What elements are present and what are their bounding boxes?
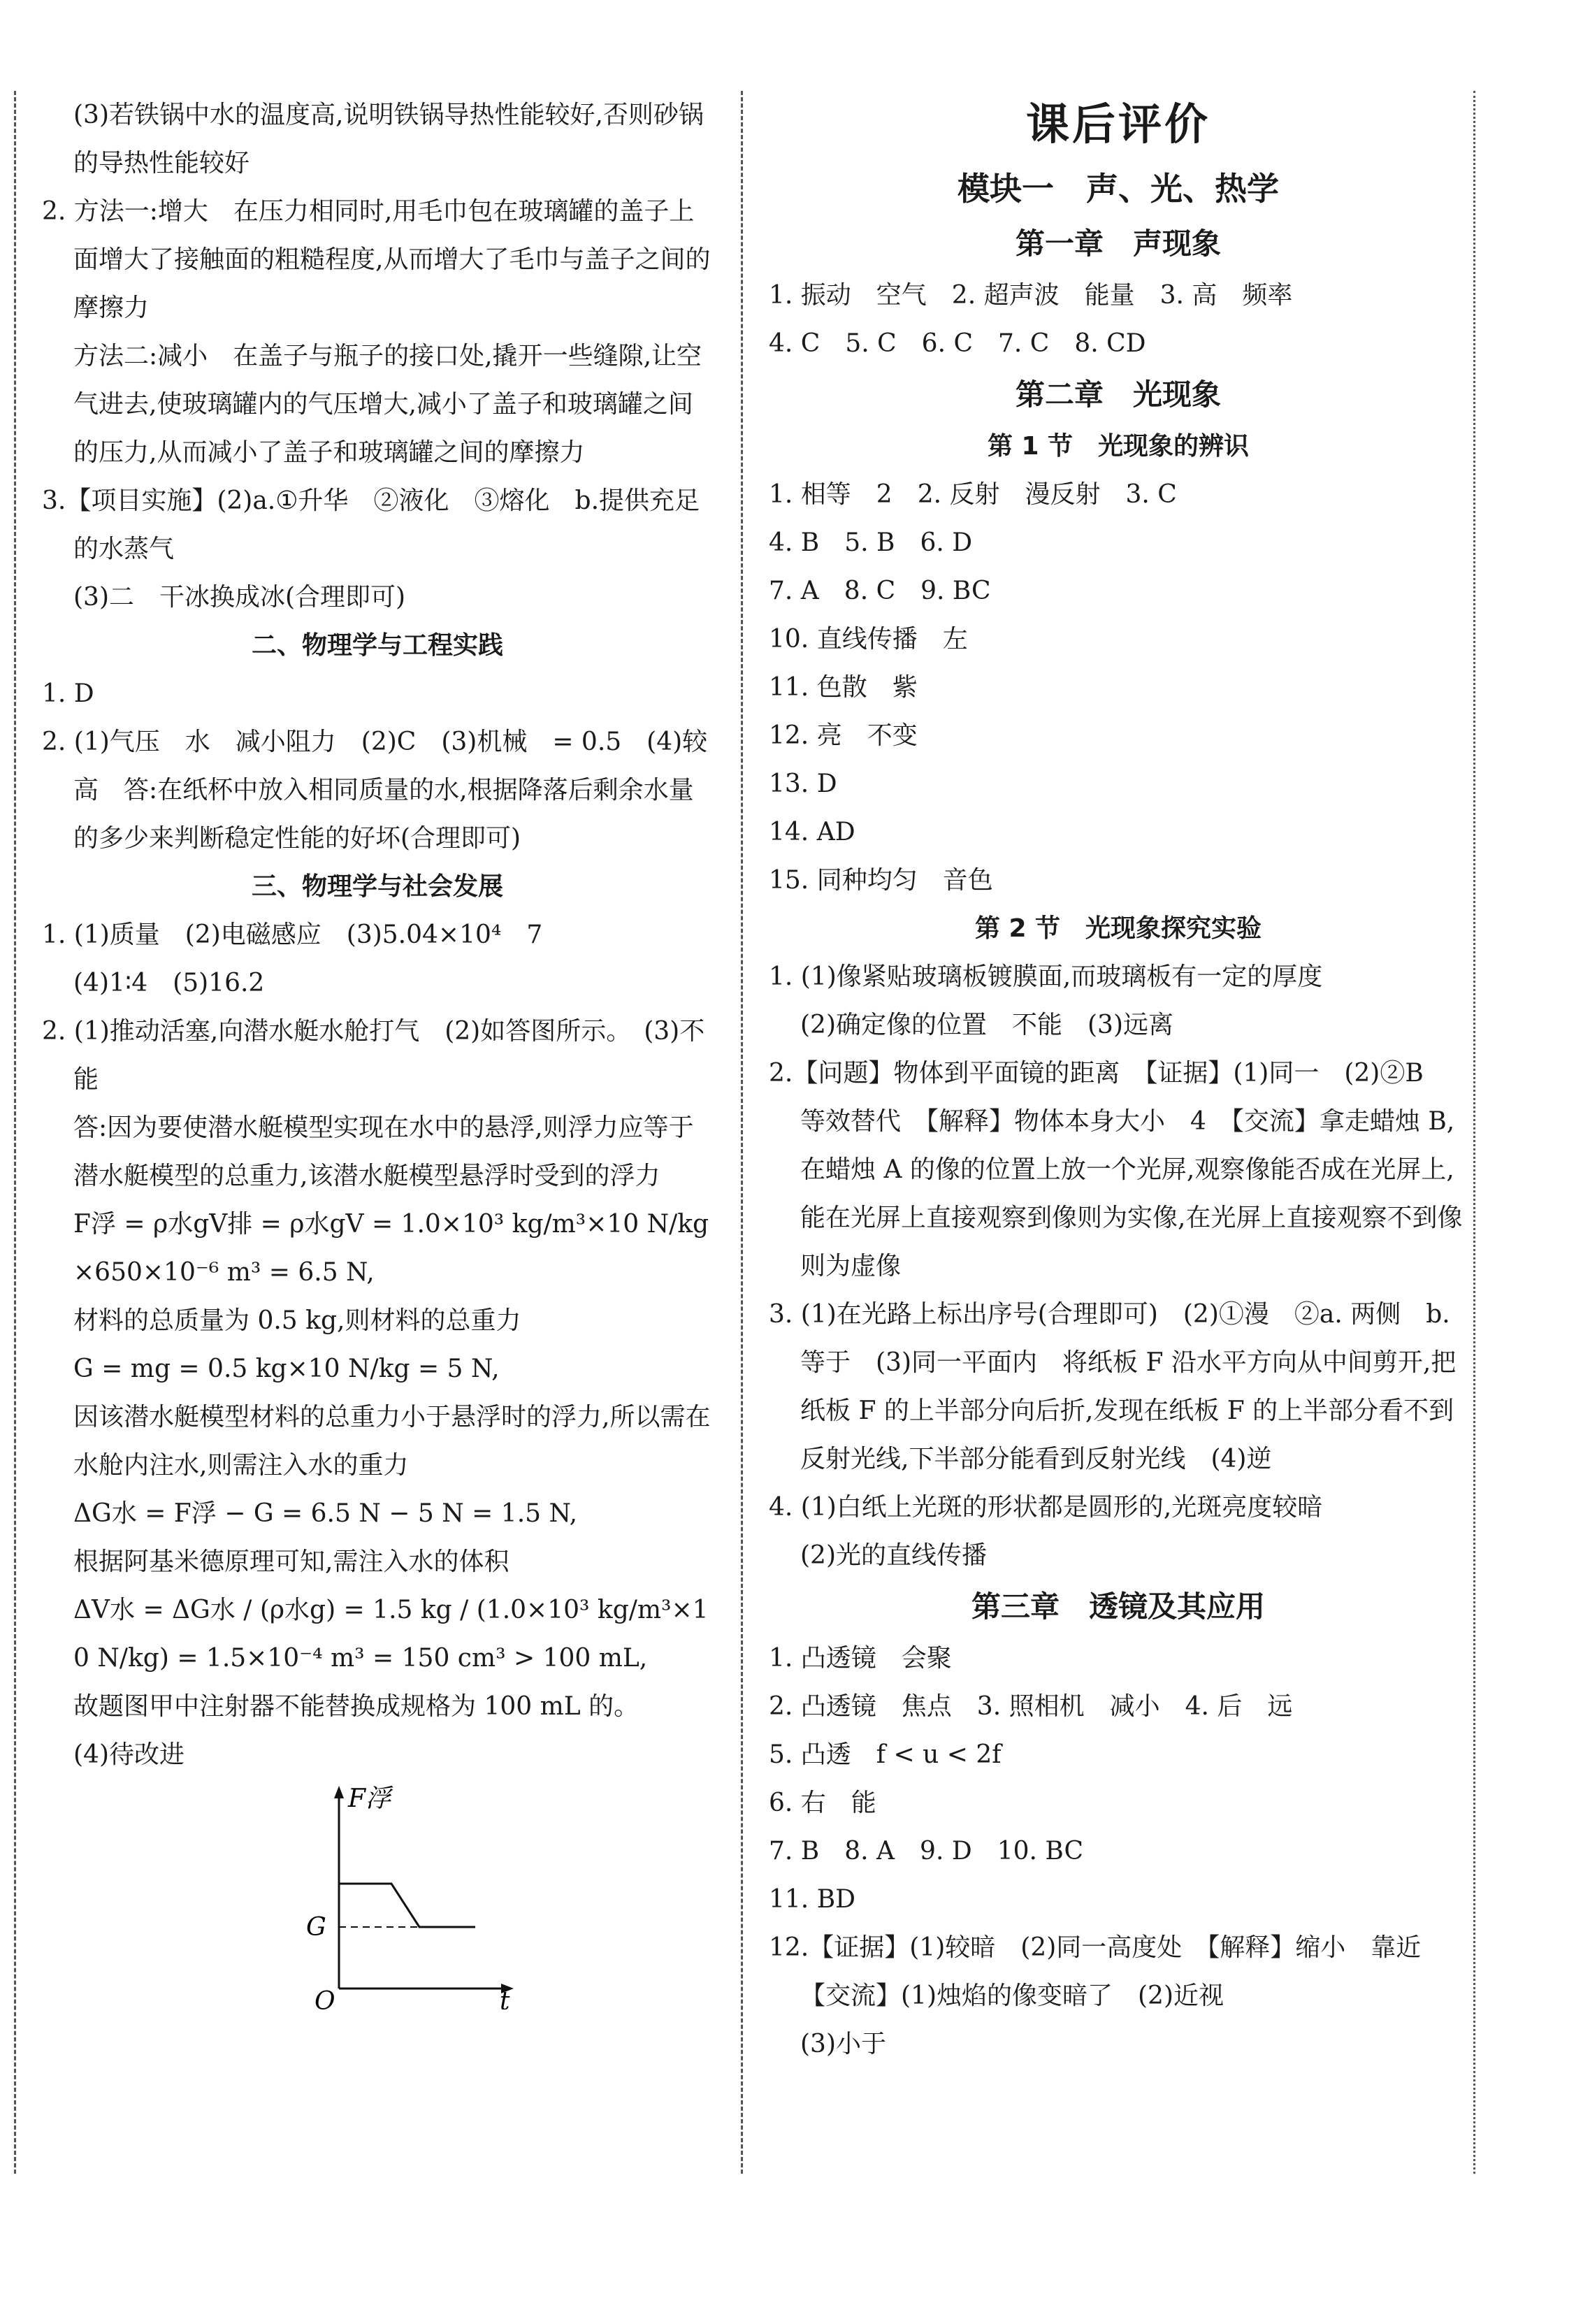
answer-line: 7. A 8. C 9. BC <box>769 577 991 605</box>
section-title: 三、物理学与社会发展 <box>251 872 503 901</box>
answer-line: (2)光的直线传播 <box>800 1541 987 1570</box>
module-title: 模块一 声、光、热学 <box>957 170 1279 208</box>
answer-line: 4. C 5. C 6. C 7. C 8. CD <box>769 329 1146 358</box>
buoyancy-time-graph <box>42 1779 713 2009</box>
chapter-title: 第三章 透镜及其应用 <box>971 1589 1265 1624</box>
y-axis-label: F浮 <box>348 1784 391 1813</box>
answer-line: 1. (1)像紧贴玻璃板镀膜面,而玻璃板有一定的厚度 <box>769 962 1323 991</box>
answer-line: 1. 凸透镜 会聚 <box>769 1644 952 1673</box>
formula-line: G = mg = 0.5 kg×10 N/kg = 5 N, <box>73 1355 500 1383</box>
chapter-title: 第一章 声现象 <box>1015 226 1221 261</box>
answer-line: 2. 凸透镜 焦点 3. 照相机 减小 4. 后 远 <box>769 1692 1293 1721</box>
answer-line: 12. 亮 不变 <box>769 721 918 750</box>
chapter-title: 第二章 光现象 <box>1015 377 1221 412</box>
left-margin-rule <box>14 91 16 2174</box>
answer-line: 13. D <box>769 770 837 798</box>
answer-line: 6. 右 能 <box>769 1789 876 1817</box>
answer-line: (3)二 干冰换成冰(合理即可) <box>73 583 406 612</box>
answer-line: 10. 直线传播 左 <box>769 625 968 654</box>
answer-line: (2)确定像的位置 不能 (3)远离 <box>800 1011 1173 1039</box>
formula-line: F浮 = ρ水gV排 = ρ水gV = 1.0×10³ kg/m³×10 N/kg×650×10⁻⁶ m³ = 6.5 N, <box>73 1210 709 1287</box>
answer-line: 因该潜水艇模型材料的总重力小于悬浮时的浮力,所以需在水舱内注水,则需注入水的重力 <box>73 1403 711 1480</box>
answer-line: 15. 同种均匀 音色 <box>769 866 993 895</box>
formula-line: ΔG水 = F浮 − G = 6.5 N − 5 N = 1.5 N, <box>73 1499 578 1528</box>
answer-line: 3. (1)在光路上标出序号(合理即可) (2)①漫 ②a. 两侧 b. 等于 (3)同一平面内 将纸板 F 沿水平方向从中间剪开,把纸板 F 的上半部分向后折,发现在纸板 F 的上半部分看不到反射光线,下半部分能看到反射光线 (4)逆 <box>769 1300 1457 1473</box>
answer-line: 3.【项目实施】(2)a.①升华 ②液化 ③熔化 b.提供充足的水蒸气 <box>42 486 700 563</box>
origin-label: O <box>315 1987 335 2009</box>
answer-line: 故题图甲中注射器不能替换成规格为 100 mL 的。 <box>73 1692 639 1721</box>
page-title: 课后评价 <box>1025 99 1210 150</box>
section-title: 第 2 节 光现象探究实验 <box>974 914 1262 943</box>
answer-line: 1. 相等 2 2. 反射 漫反射 3. C <box>769 480 1177 509</box>
answer-line: 2.【问题】物体到平面镜的距离 【证据】(1)同一 (2)②B 等效替代 【解释】物体本身大小 4 【交流】拿走蜡烛 B,在蜡烛 A 的像的位置上放一个光屏,观察像能否成在光屏上,能在光屏上直接观察到像则为实像,在光屏上直接观察不到像则为虚像 <box>769 1059 1463 1280</box>
answer-line: 2. 方法一:增大 在压力相同时,用毛巾包在玻璃罐的盖子上面增大了接触面的粗糙程度,从而增大了毛巾与盖子之间的摩擦力 <box>42 197 711 322</box>
buoyancy-curve <box>339 1884 475 1927</box>
answer-line: 1. D <box>42 679 94 708</box>
gravity-label: G <box>306 1913 326 1942</box>
answer-line: 1. 振动 空气 2. 超声波 能量 3. 高 频率 <box>769 281 1293 310</box>
answer-line: 方法二:减小 在盖子与瓶子的接口处,撬开一些缝隙,让空气进去,使玻璃罐内的气压增大,减小了盖子和玻璃罐之间的压力,从而减小了盖子和玻璃罐之间的摩擦力 <box>73 342 702 467</box>
formula-line: ΔV水 = ΔG水 / (ρ水g) = 1.5 kg / (1.0×10³ kg/m³×10 N/kg) = 1.5×10⁻⁴ m³ = 150 cm³ > 100 mL, <box>73 1596 709 1673</box>
answer-line: 1. (1)质量 (2)电磁感应 (3)5.04×10⁴ 7 <box>42 921 543 949</box>
answer-line: 11. BD <box>769 1885 856 1914</box>
x-axis-label: t <box>500 1987 510 2009</box>
graph-svg <box>273 1779 524 2009</box>
answer-line: (3)小于 <box>800 2030 886 2058</box>
answer-line: 2. (1)推动活塞,向潜水艇水舱打气 (2)如答图所示。 (3)不能 <box>42 1017 705 1094</box>
answer-line: 材料的总质量为 0.5 kg,则材料的总重力 <box>73 1306 521 1335</box>
answer-line: 4. (1)白纸上光斑的形状都是圆形的,光斑亮度较暗 <box>769 1493 1323 1522</box>
answer-line: 4. B 5. B 6. D <box>769 528 973 557</box>
answer-line: 12.【证据】(1)较暗 (2)同一高度处 【解释】缩小 靠近 【交流】(1)烛焰的像变暗了 (2)近视 <box>769 1933 1447 2010</box>
answer-line: 5. 凸透 f < u < 2f <box>769 1740 1002 1769</box>
right-margin-rule <box>1473 91 1475 2174</box>
right-column <box>769 91 1468 2068</box>
answer-line: 14. AD <box>769 818 855 846</box>
answer-line: 答:因为要使潜水艇模型实现在水中的悬浮,则浮力应等于潜水艇模型的总重力,该潜水艇模型悬浮时受到的浮力 <box>73 1113 694 1190</box>
y-axis-arrow <box>334 1786 344 1798</box>
answer-line: (3)若铁锅中水的温度高,说明铁锅导热性能较好,否则砂锅的导热性能较好 <box>73 101 704 178</box>
section-title: 二、物理学与工程实践 <box>251 631 503 660</box>
answer-line: 11. 色散 紫 <box>769 673 918 702</box>
left-column <box>42 91 713 2009</box>
answer-line: (4)1∶4 (5)16.2 <box>73 969 265 997</box>
section-title: 第 1 节 光现象的辨识 <box>987 432 1250 461</box>
answer-line: (4)待改进 <box>73 1740 185 1769</box>
answer-line: 根据阿基米德原理可知,需注入水的体积 <box>73 1547 509 1576</box>
answer-line: 2. (1)气压 水 减小阻力 (2)C (3)机械 = 0.5 (4)较高 答:在纸杯中放入相同质量的水,根据降落后剩余水量的多少来判断稳定性能的好坏(合理即可) <box>42 728 708 853</box>
answer-line: 7. B 8. A 9. D 10. BC <box>769 1837 1084 1865</box>
column-divider <box>741 91 743 2174</box>
